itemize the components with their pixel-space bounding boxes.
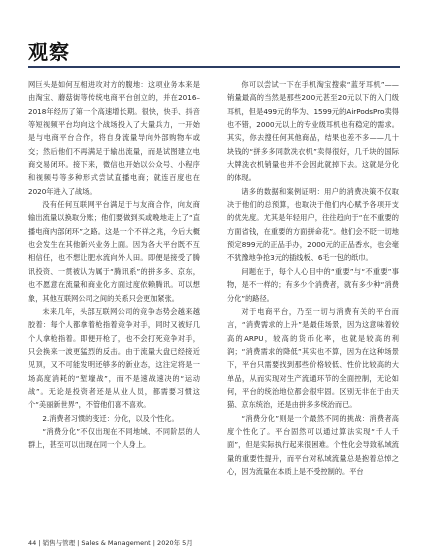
page-footer: 44 | 销售与管理 | Sales & Management | 2020年 5月 (28, 539, 193, 547)
top-margin (0, 0, 427, 30)
paragraph: 对于电商平台，乃至一切与消费有关的平台而言，“消费需求的上升”是最佳场景，因为这意味着较高的ARPU，较高的货币化率，也就是较高的利润；“消费需求的降低”其实也不算，因为在这种场景下，平台只需要找到那些价格较低、性价比较高的大单品，从而实现对生产流通环节的全面控制，无论如何，平台的统治地位都会很牢固。区别无非在于由天猫、京东统治，还是由拼多多统治而已。 (227, 306, 399, 410)
paragraph: 2.消费者习惯的变迁：分化，以及个性化。 (42, 413, 179, 423)
title-divider (28, 66, 400, 68)
paragraph: 网巨头是如何互相进攻对方的腹地：这项业务本来是由淘宝、蘑菇街等传统电商平台创立的，并在2016–2018年经历了第一个高速增长期。很快，快手、抖音等短视频平台均向这个战场投入了大量兵力，一开始是与电商平台合作，将自身流量导向外部购物车或交；然后他们不再满足于输出流量，而是试图建立电商交易闭环。接下来，微信也开始以公众号、小程序和视频号等多种形式尝试直播电商；就连百度也在2020年进入了战场。 (28, 80, 200, 196)
paragraph: “消费分化”不仅出现在不同地域、不同阶层的人群上，甚至可以出现在同一个人身上。 (28, 426, 200, 450)
left-column (28, 78, 200, 536)
paragraph: 没有任何互联网平台满足于与友商合作，向友商输出流量以换取分账；他们要做到买或晚地走上了“直播电商内部闭环”之路。这是一个不祥之兆，今后大概也会发生在其他新兴业务上面。因为各大平台既不互相信任，也不想让肥水流向外人田。即便是接受了腾讯投资、一贯被认为属于“腾讯系”的拼多多、京东，也不愿意在流量和商业化方面过度依赖腾讯。可以想象，其他互联网公司之间的关系只会更加紧张。 (28, 200, 200, 303)
paragraph: 问题在于，每个人心目中的“重要”与“不重要”事物，是不一样的；有多少个消费者，就有多少种“消费分化”的路径。 (227, 266, 399, 303)
paragraph: “消费分化”则是一个最然不同的挑战：消费者高度个性化了。平台固然可以通过算法实现“千人千面”，但是实际执行起来很困难。个性化会导致私域流量的重要性提升，而平台对私域流量总是抱着总悼之心，因为流量在本质上是不受控制的。平台 (227, 413, 399, 476)
paragraph: 诸多的数据和案例证明：用户的消费决策不仅取决于他们的总预算，也取决于他们内心赋予各项开支的优先度。尤其是年轻用户，往往趋向于“在不重要的方面省钱，在重要的方面拼命花”。他们会不眨一切地预定899元的正品手办，2000元的正品香水，也会毫不犹豫地争抢3元的插线板、6毛一包的纸巾。 (227, 186, 399, 263)
paragraph: 未来几年，头部互联网公司的竞争态势会越来越胶着：每个人都拿着枪指着竞争对手，同时又被好几个人拿枪指着。即便开枪了，也不会打死竞争对手，只会换来一波更猛烈的反击。由于流量大盘已经接近见顶，又不可能发明还够多的新业态，这注定将是一场高度消耗的“堑壕战”，而不是速战速决的“运动战”。无论是投资者还是从业人员，都需要习惯这个“美丽新世界”，不管他们喜不喜欢。 (28, 306, 200, 410)
section-title: 观察 (28, 40, 70, 64)
right-column (227, 78, 399, 536)
paragraph: 你可以尝试一下在手机淘宝搜索“蓝牙耳机”——销量最高的当然是那些200元甚至20元以下的入门级耳机，但是499元的华为、1599元的AirPodsPro卖得也不错，2000元以上的专业级耳机也有稳定的需求。其实，你去搜任何其他商品，结果也差不多——几十块钱的“拼多多同款冼衣机”卖得很好，几千块的国际大牌洗衣机销量也并不会因此就掉下去。这就是分化的体现。 (227, 80, 399, 183)
